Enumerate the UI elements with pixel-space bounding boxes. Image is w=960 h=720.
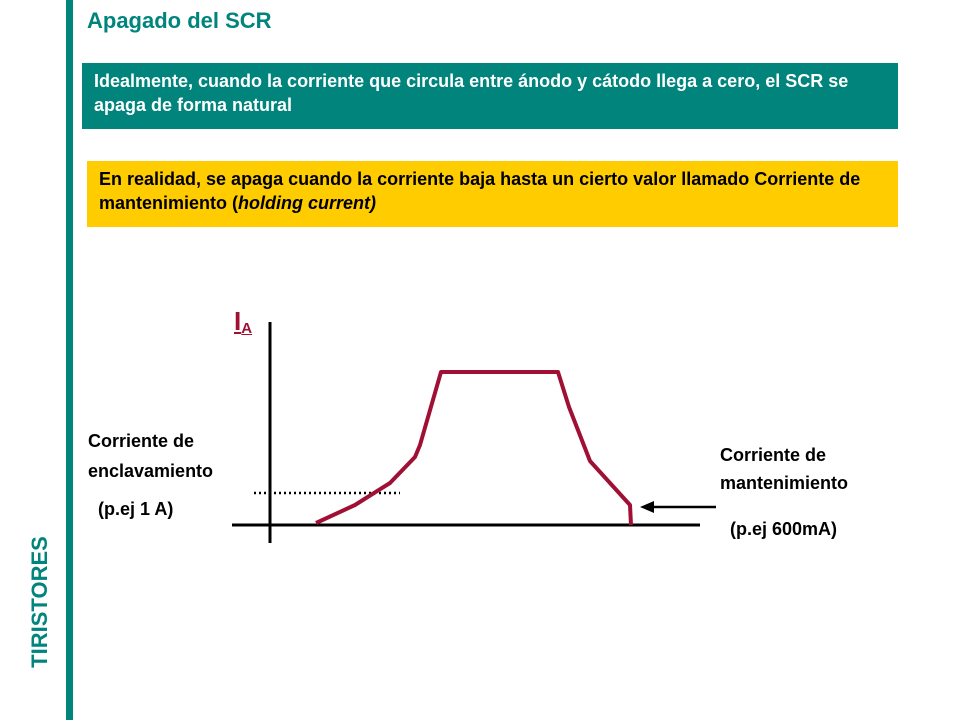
holding-example: (p.ej 600mA) <box>730 519 838 539</box>
slide-title: Apagado del SCR <box>87 8 272 33</box>
anode-current-axis-label: $I_A$ <box>234 306 253 337</box>
latching-example: (p.ej 1 A) <box>98 499 174 519</box>
latching-label-line1: Corriente de <box>88 431 195 451</box>
real-statement-text: En realidad, se apaga cuando la corriente baja hasta un cierto valor llamado Corriente de mantenimiento ( <box>99 169 861 213</box>
holding-current-emphasis: holding current) <box>238 193 377 213</box>
section-label: TIRISTORES <box>27 536 52 668</box>
holding-label-line1: Corriente de <box>720 445 827 465</box>
holding-label-line2: mantenimiento <box>720 473 849 493</box>
holding-arrow-head <box>640 501 654 513</box>
ideal-statement-text: Idealmente, cuando la corriente que circula entre ánodo y cátodo llega a cero, el SCR se apaga de forma natural <box>94 71 849 115</box>
anode-current-curve <box>316 372 631 525</box>
latching-label-line2: enclavamiento <box>88 461 214 481</box>
